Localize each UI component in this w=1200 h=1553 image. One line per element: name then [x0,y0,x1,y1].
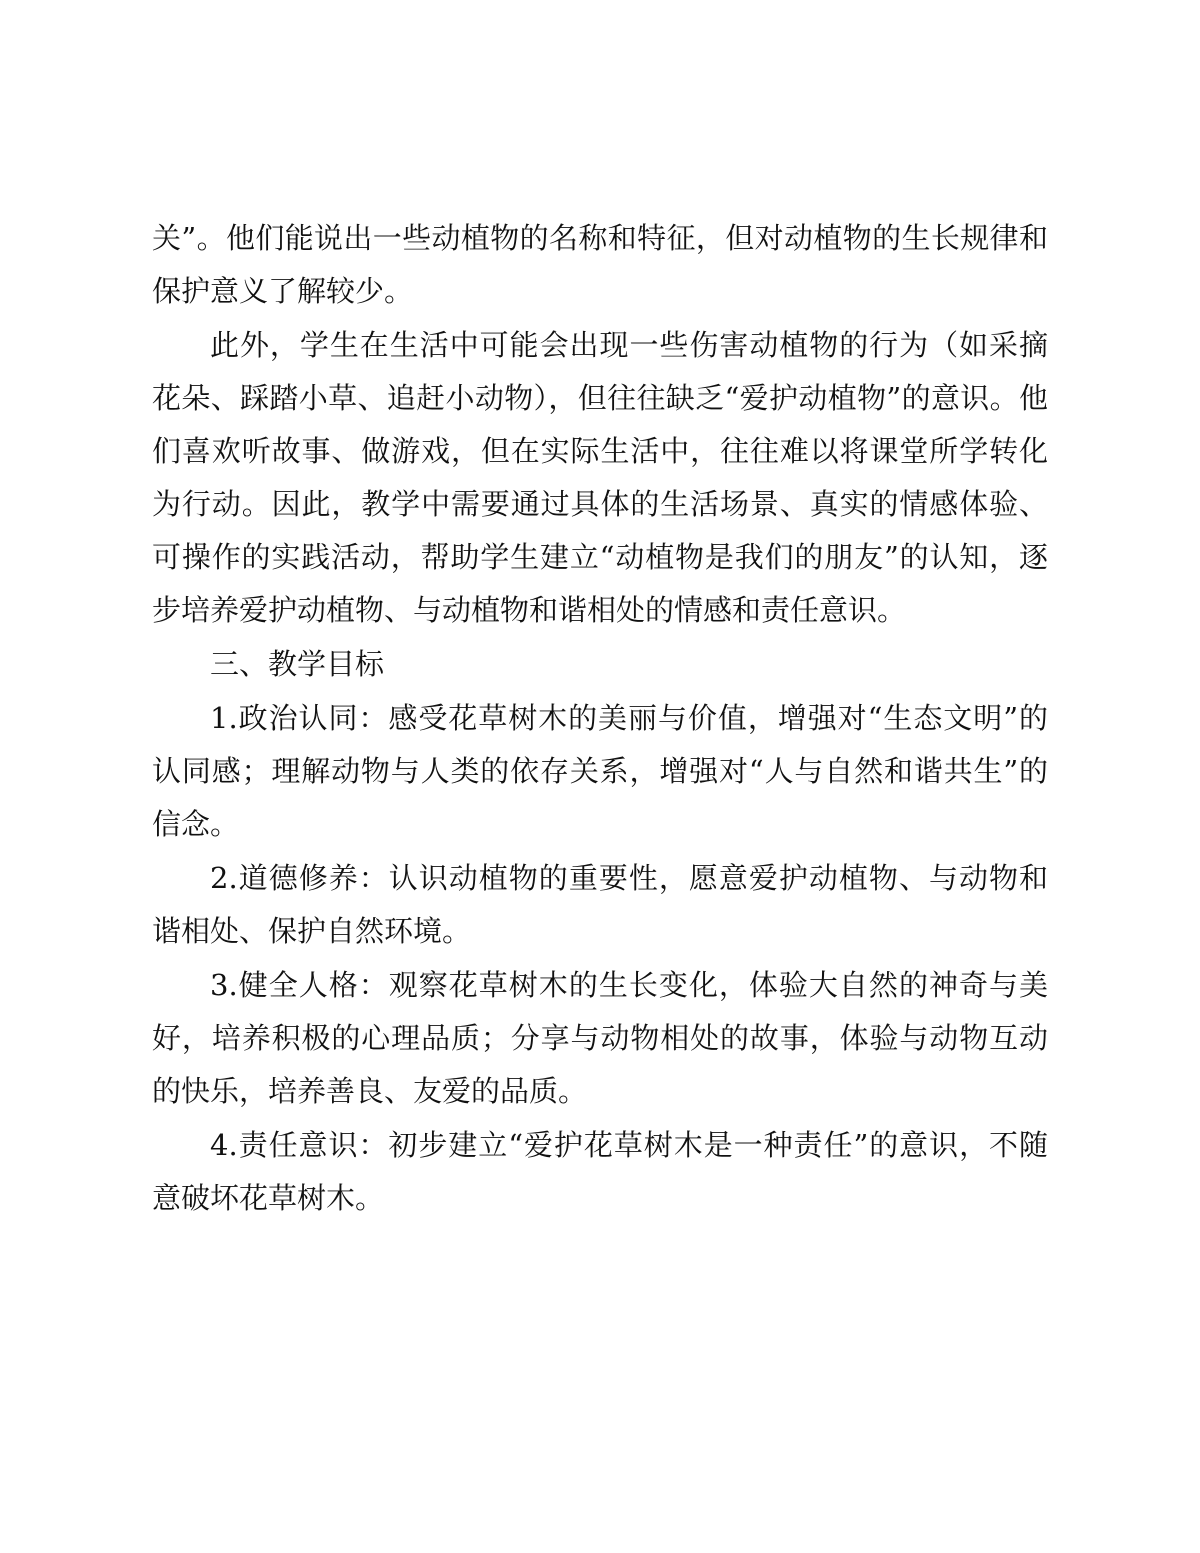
paragraph-student-behavior: 此外，学生在生活中可能会出现一些伤害动植物的行为（如采摘花朵、踩踏小草、追赶小动物），但往往缺乏“爱护动植物”的意识。他们喜欢听故事、做游戏，但在实际生活中，往往难以将课堂所学转化为行动。因此，教学中需要通过具体的生活场景、真实的情感体验、可操作的实践活动，帮助学生建立“动植物是我们的朋友”的认知，逐步培养爱护动植物、与动植物和谐相处的情感和责任意识。 [152,328,1048,627]
goal-item-moral-cultivation: 2.道德修养：认识动植物的重要性，愿意爱护动植物、与动物和谐相处、保护自然环境。 [152,861,1048,948]
paragraph-continuation: 关”。他们能说出一些动植物的名称和特征，但对动植物的生长规律和保护意义了解较少。 [152,221,1048,308]
goal-item-political-identity: 1.政治认同：感受花草树木的美丽与价值，增强对“生态文明”的认同感；理解动物与人类的依存关系，增强对“人与自然和谐共生”的信念。 [152,701,1048,841]
goal-item-responsibility: 4.责任意识：初步建立“爱护花草树木是一种责任”的意识，不随意破坏花草树木。 [152,1128,1048,1215]
document-body [152,212,1048,1226]
goal-item-sound-personality: 3.健全人格：观察花草树木的生长变化，体验大自然的神奇与美好，培养积极的心理品质；分享与动物相处的故事，体验与动物互动的快乐，培养善良、友爱的品质。 [152,968,1048,1108]
section-heading-teaching-goals: 三、教学目标 [210,647,385,681]
